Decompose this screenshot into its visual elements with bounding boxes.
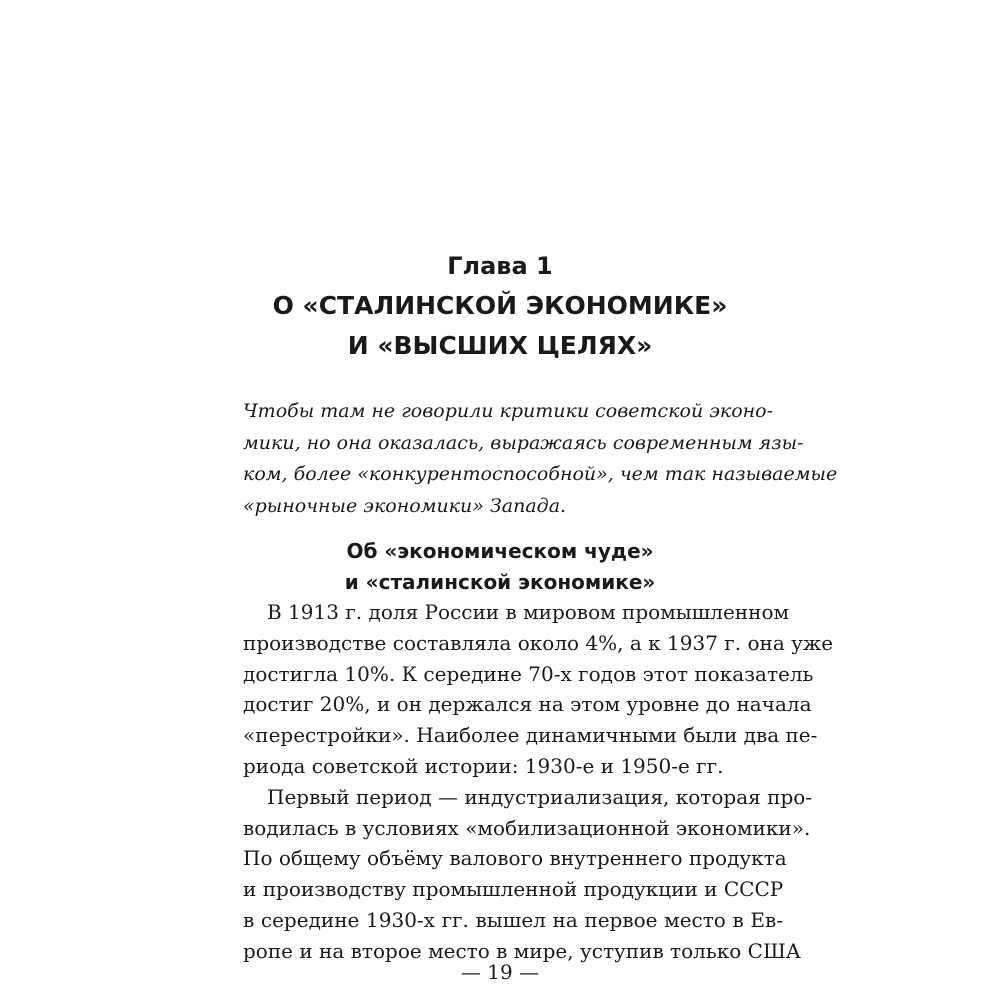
chapter-heading — [0, 246, 1000, 366]
body-line: риода советской истории: 1930-е и 1950-е гг. — [243, 753, 724, 778]
body-line: водилась в условиях «мобилизационной экономики». — [243, 815, 811, 840]
epigraph-line: Чтобы там не говорили критики советской эконо- — [243, 400, 774, 422]
body-line: Первый период — индустриализация, которая про- — [267, 784, 813, 809]
chapter-title-line-1: О «СТАЛИНСКОЙ ЭКОНОМИКЕ» — [272, 291, 728, 320]
page-number: — 19 — — [460, 960, 540, 984]
section-heading — [0, 536, 1000, 598]
chapter-title-line-2: И «ВЫСШИХ ЦЕЛЯХ» — [347, 331, 653, 360]
body-line: ропе и на второе место в мире, уступив только США — [243, 938, 801, 963]
epigraph-line: ком, более «конкурентоспособной», чем так называемые — [243, 463, 838, 485]
epigraph — [243, 396, 838, 522]
body-line: «перестройки». Наиболее динамичными были два пе- — [243, 723, 818, 748]
epigraph-line: «рыночные экономики» Запада. — [243, 494, 567, 517]
body-line: достиг 20%, и он держался на этом уровне до начала — [243, 692, 812, 717]
section-title-line-1: Об «экономическом чуде» — [346, 539, 654, 563]
section-title-line-2: и «сталинской экономике» — [344, 570, 656, 594]
epigraph-line: мики, но она оказалась, выражаясь современным язы- — [243, 431, 804, 454]
body-text — [243, 597, 834, 967]
chapter-label: Глава 1 — [447, 252, 553, 280]
body-line: в середине 1930-х гг. вышел на первое место в Ев- — [243, 907, 783, 932]
body-line: и производству промышленной продукции и СССР — [243, 877, 784, 902]
body-line: производстве составляла около 4%, а к 1937 г. она уже — [243, 630, 834, 655]
body-line: достигла 10%. К середине 70-х годов этот показатель — [243, 661, 814, 686]
body-line: По общему объёму валового внутреннего продукта — [243, 846, 787, 871]
body-line: В 1913 г. доля России в мировом промышленном — [267, 600, 790, 624]
